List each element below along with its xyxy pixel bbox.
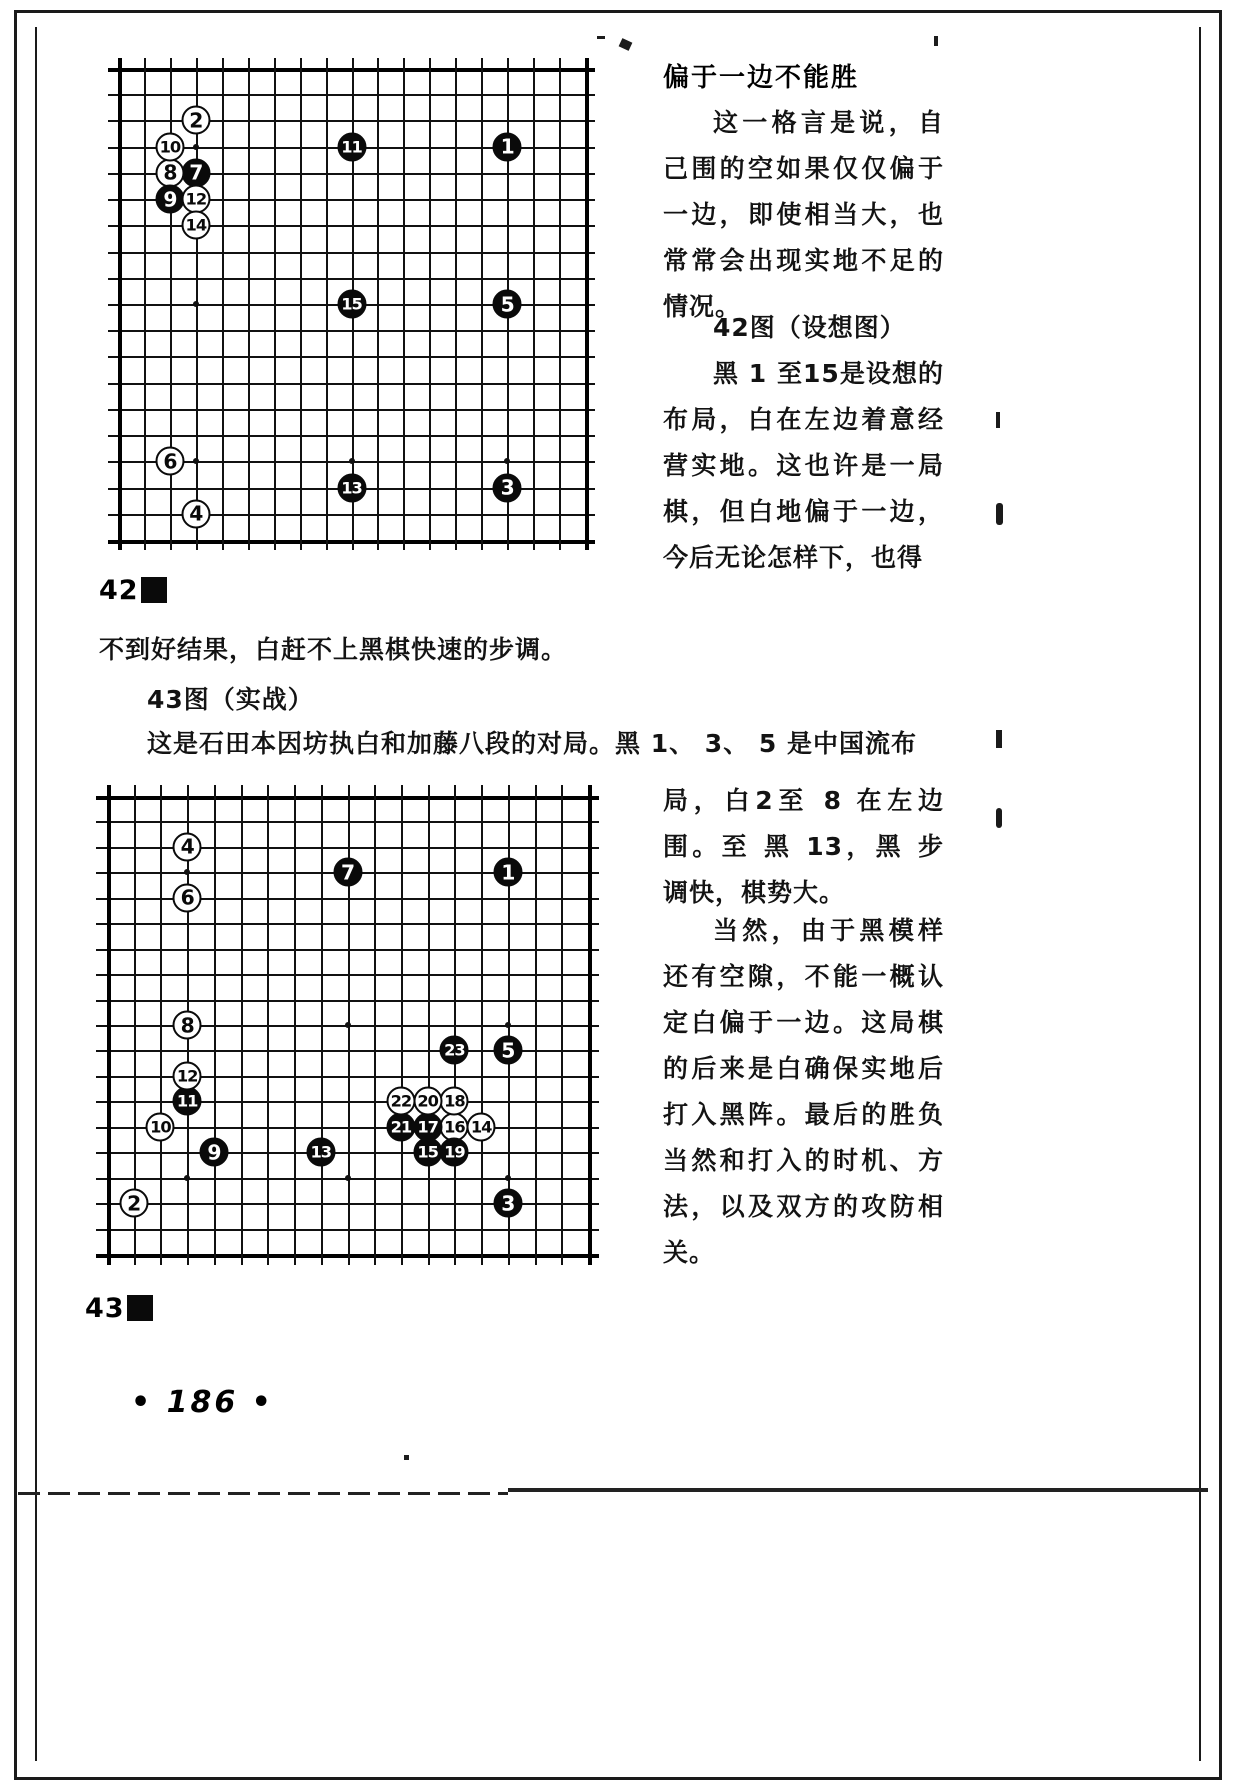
go-stone-white-16[interactable]: 16	[440, 1112, 469, 1141]
margin-speck	[996, 730, 1002, 748]
star-point	[504, 458, 510, 464]
column-two-paragraph-2: 当然，由于黑模样还有空隙，不能一概认定白偏于一边。这局棋的后来是白确保实地后打入黑阵。最后的胜负当然和打入的时机、方法，以及双方的攻防相关。	[663, 916, 944, 1267]
margin-speck	[996, 503, 1003, 525]
star-point	[193, 458, 199, 464]
grid-line-vertical	[481, 785, 483, 1265]
grid-line-vertical	[428, 785, 430, 1265]
figure-42-caption-number: 42	[99, 575, 139, 606]
grid-line-vertical	[118, 58, 122, 550]
go-stone-black-13[interactable]: 13	[337, 473, 366, 502]
grid-line-vertical	[561, 785, 563, 1265]
grid-line-vertical	[274, 58, 276, 550]
go-stone-black-5[interactable]: 5	[493, 1036, 522, 1065]
go-stone-black-21[interactable]: 21	[386, 1112, 415, 1141]
figure-42-title: 42图（设想图）	[713, 313, 906, 342]
grid-line-vertical	[377, 58, 379, 550]
go-stone-black-13[interactable]: 13	[306, 1138, 335, 1167]
grid-line-vertical	[585, 58, 589, 550]
grid-line-vertical	[300, 58, 302, 550]
go-board-figure-42[interactable]	[108, 58, 595, 550]
margin-speck	[996, 412, 1000, 428]
star-point	[193, 301, 199, 307]
grid-line-vertical	[107, 785, 111, 1265]
grid-line-vertical	[481, 58, 483, 550]
go-stone-white-14[interactable]: 14	[181, 211, 210, 240]
figure-42-continuation: 不到好结果，白赶不上黑棋快速的步调。	[99, 635, 568, 664]
go-stone-white-2[interactable]: 2	[181, 106, 210, 135]
margin-speck	[996, 808, 1002, 828]
go-stone-white-8[interactable]: 8	[173, 1011, 202, 1040]
grid-line-vertical	[403, 58, 405, 550]
go-stone-black-9[interactable]: 9	[199, 1138, 228, 1167]
go-stone-white-22[interactable]: 22	[386, 1087, 415, 1116]
scan-speck	[404, 1455, 409, 1460]
grid-line-vertical	[294, 785, 296, 1265]
go-stone-black-5[interactable]: 5	[493, 290, 522, 319]
go-stone-black-9[interactable]: 9	[155, 185, 184, 214]
go-board-figure-43[interactable]	[96, 785, 599, 1265]
star-point	[193, 144, 199, 150]
go-stone-black-7[interactable]: 7	[181, 158, 210, 187]
grid-line-vertical	[455, 58, 457, 550]
grid-line-vertical	[321, 785, 323, 1265]
column-two-paragraph-1: 局，白2至 8 在左边围。至 黑 13，黑 步 调快，棋势大。	[663, 786, 944, 907]
figure-glyph-icon	[127, 1295, 153, 1321]
figure-42-caption	[99, 575, 167, 606]
go-stone-white-2[interactable]: 2	[119, 1189, 148, 1218]
grid-line-vertical	[454, 785, 456, 1265]
bottom-scan-rule	[508, 1488, 1208, 1492]
grid-line-vertical	[401, 785, 403, 1265]
grid-line-vertical	[429, 58, 431, 550]
grid-line-vertical	[214, 785, 216, 1265]
go-stone-black-7[interactable]: 7	[333, 858, 362, 887]
bottom-scan-rule	[18, 1492, 508, 1495]
star-point	[345, 1175, 351, 1181]
go-stone-black-1[interactable]: 1	[493, 858, 522, 887]
go-stone-white-20[interactable]: 20	[413, 1087, 442, 1116]
figure-43-intro: 这是石田本因坊执白和加藤八段的对局。黑 1、 3、 5 是中国流布	[147, 729, 918, 758]
figure-43-caption	[85, 1293, 153, 1324]
go-stone-black-19[interactable]: 19	[440, 1138, 469, 1167]
go-stone-white-10[interactable]: 10	[155, 132, 184, 161]
go-stone-black-11[interactable]: 11	[173, 1087, 202, 1116]
go-stone-white-8[interactable]: 8	[155, 158, 184, 187]
go-stone-white-4[interactable]: 4	[173, 832, 202, 861]
grid-line-vertical	[144, 58, 146, 550]
go-stone-white-18[interactable]: 18	[440, 1087, 469, 1116]
column-one-paragraph-1: 这一格言是说，自己围的空如果仅仅偏于一边，即使相当大，也常常会出现实地不足的情况。	[663, 108, 944, 321]
grid-line-vertical	[588, 785, 592, 1265]
grid-line-vertical	[241, 785, 243, 1265]
go-stone-black-17[interactable]: 17	[413, 1112, 442, 1141]
grid-line-vertical	[374, 785, 376, 1265]
column-one-paragraph-2: 黑 1 至15是设想的布局，白在左边着意经营实地。这也许是一局棋，但白地偏于一边，今后无论怎样下，也得	[663, 359, 944, 572]
figure-43-title: 43图（实战）	[147, 685, 314, 714]
star-point	[184, 1175, 190, 1181]
go-stone-white-14[interactable]: 14	[467, 1112, 496, 1141]
go-stone-black-15[interactable]: 15	[413, 1138, 442, 1167]
grid-line-vertical	[559, 58, 561, 550]
scan-speck	[934, 36, 938, 46]
grid-line-vertical	[535, 785, 537, 1265]
go-stone-black-11[interactable]: 11	[337, 132, 366, 161]
grid-line-vertical	[326, 58, 328, 550]
go-stone-black-23[interactable]: 23	[440, 1036, 469, 1065]
scan-speck	[597, 36, 605, 39]
grid-line-vertical	[533, 58, 535, 550]
grid-line-vertical	[160, 785, 162, 1265]
go-stone-white-12[interactable]: 12	[173, 1061, 202, 1090]
star-point	[184, 869, 190, 875]
go-stone-black-15[interactable]: 15	[337, 290, 366, 319]
go-stone-white-6[interactable]: 6	[173, 883, 202, 912]
go-stone-black-3[interactable]: 3	[493, 1189, 522, 1218]
star-point	[345, 1022, 351, 1028]
go-stone-black-1[interactable]: 1	[493, 132, 522, 161]
star-point	[505, 1175, 511, 1181]
go-stone-white-12[interactable]: 12	[181, 185, 210, 214]
star-point	[505, 1022, 511, 1028]
go-stone-black-3[interactable]: 3	[493, 473, 522, 502]
grid-line-vertical	[267, 785, 269, 1265]
page-number: • 186 •	[131, 1385, 274, 1420]
figure-43-caption-number: 43	[85, 1293, 125, 1324]
go-stone-white-6[interactable]: 6	[155, 447, 184, 476]
figure-glyph-icon	[141, 577, 167, 603]
grid-line-vertical	[248, 58, 250, 550]
go-stone-white-10[interactable]: 10	[146, 1112, 175, 1141]
section-heading: 偏于一边不能胜	[663, 63, 860, 93]
star-point	[349, 458, 355, 464]
go-stone-white-4[interactable]: 4	[181, 499, 210, 528]
grid-line-vertical	[222, 58, 224, 550]
